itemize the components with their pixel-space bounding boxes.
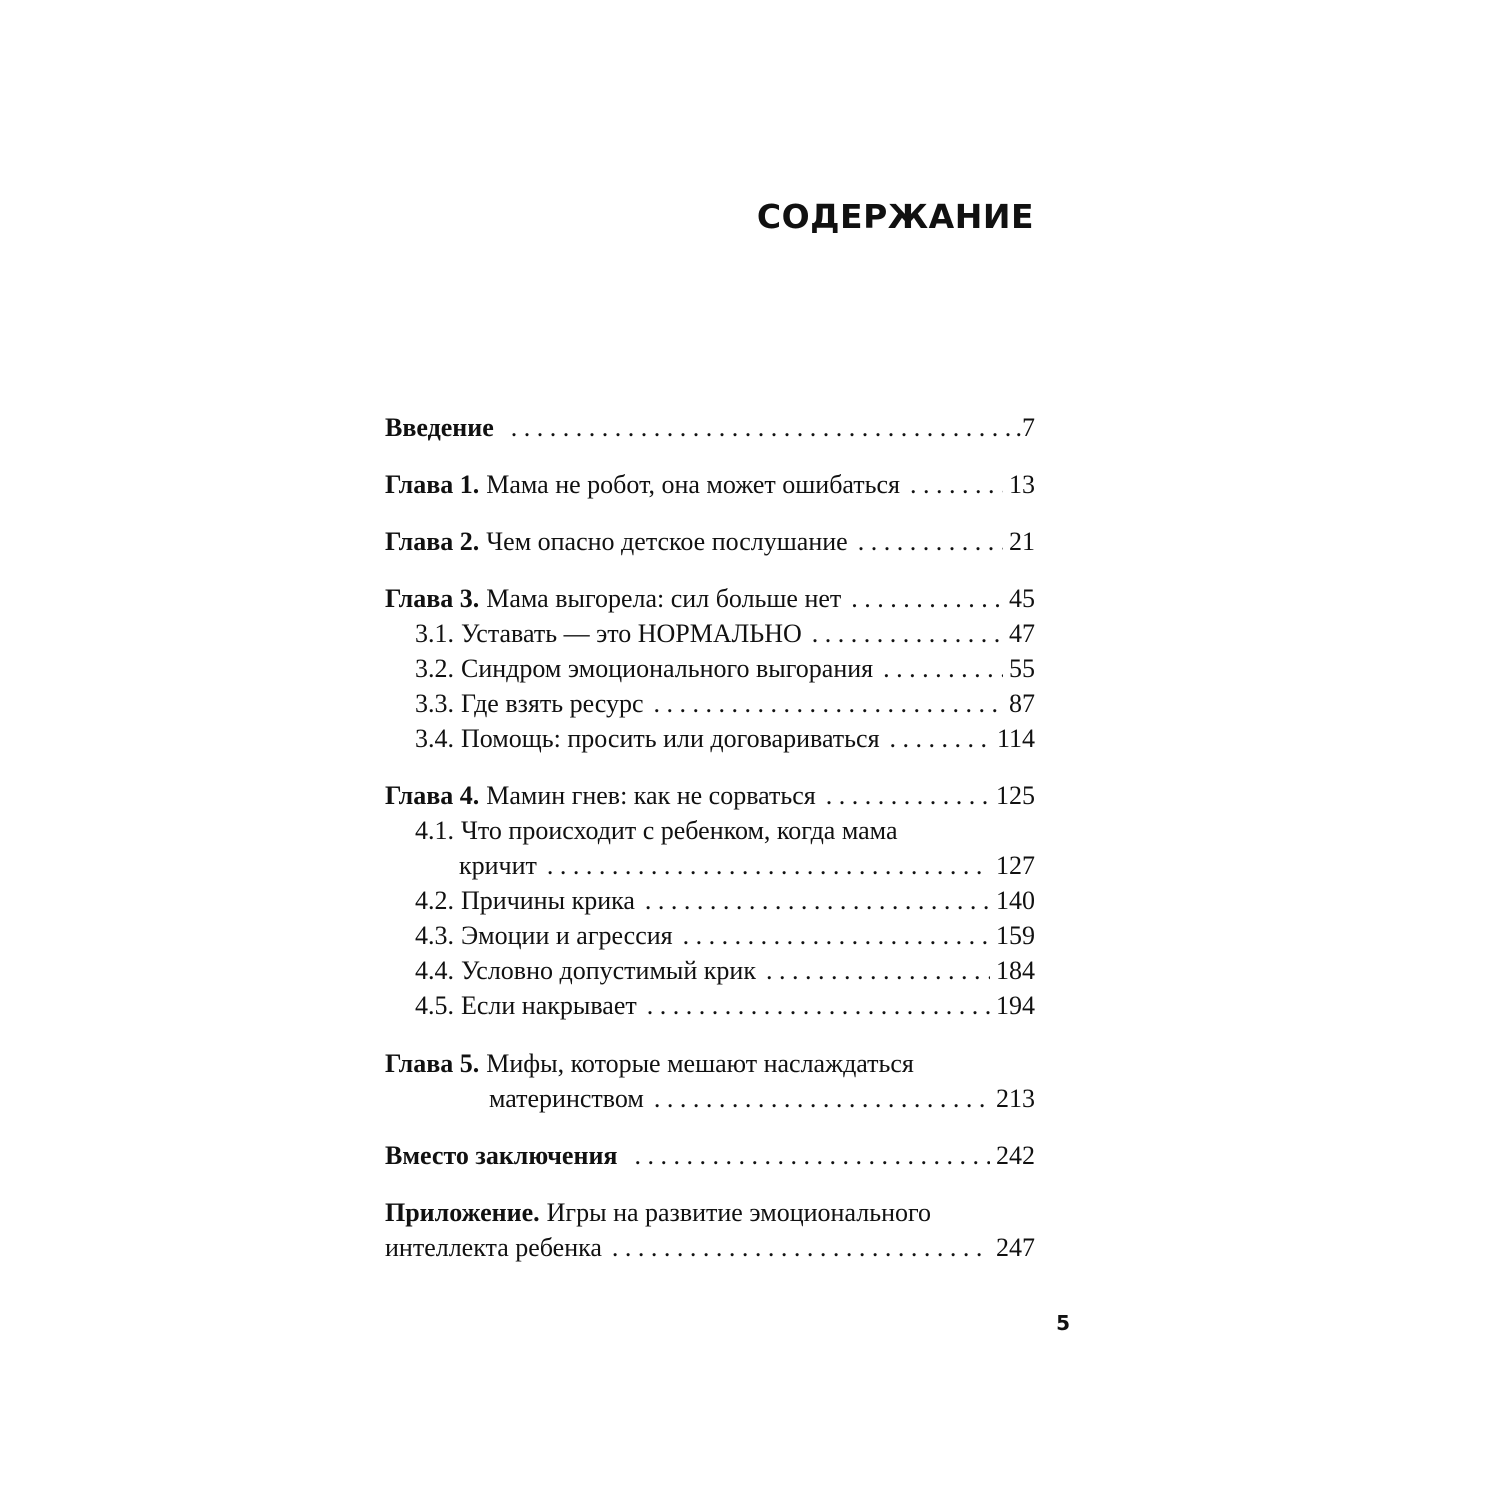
toc-page-number: 140 [996,886,1035,915]
dot-leader [612,1230,990,1265]
appendix-prefix: Приложение. [385,1198,540,1227]
dot-leader [683,918,990,953]
toc-entry-appendix[interactable] [385,1195,1035,1230]
dot-leader [654,686,1004,721]
chapter-prefix: Глава 2. [385,527,480,556]
toc-entry-section-4-1-continued[interactable] [385,848,1035,883]
page-title: СОДЕРЖАНИЕ [756,197,1034,236]
section-number: 3.4. [415,724,454,753]
toc-entry-chapter-5-continued[interactable] [385,1081,1035,1116]
toc-entry-label: Где взять ресурс [461,689,644,718]
toc-entry-label: Чем опасно детское послушание [486,527,848,556]
section-number: 4.1. [415,816,454,845]
toc-page-number: 159 [996,921,1035,950]
toc-entry-chapter-1[interactable] [385,467,1035,502]
section-number: 4.4. [415,956,454,985]
toc-page-number: 184 [996,956,1035,985]
section-number: 3.2. [415,654,454,683]
toc-entry-label: Мама не робот, она может ошибаться [486,470,901,499]
dot-leader [890,721,991,756]
toc-entry-label: Игры на развитие эмоционального [546,1198,931,1227]
toc-entry-label: Мама выгорела: сил больше нет [486,584,842,613]
toc-entry-label-continued: материнством [489,1084,644,1113]
dot-leader [851,581,1003,616]
dot-leader [883,651,1003,686]
dot-leader [647,988,990,1023]
toc-entry-chapter-4[interactable] [385,778,1035,813]
dot-leader [511,410,1010,445]
toc-entry-appendix-continued[interactable] [385,1230,1035,1265]
toc-page-number: 55 [1009,654,1035,683]
toc-entry-label: Что происходит с ребенком, когда мама [461,816,898,845]
dot-leader [635,1138,990,1173]
dot-leader [654,1081,990,1116]
toc-page-number: 21 [1009,527,1035,556]
page-number: 5 [1056,1311,1070,1335]
toc-entry-section-4-4[interactable] [385,953,1035,988]
toc-entry-conclusion[interactable] [385,1138,1035,1173]
toc-entry-label: Помощь: просить или договариваться [461,724,880,753]
toc-page-number: 194 [996,991,1035,1020]
toc-page-number: 213 [996,1084,1035,1113]
dot-leader [766,953,990,988]
dot-leader [910,467,1003,502]
toc-entry-section-3-3[interactable] [385,686,1035,721]
toc-page-number: 127 [996,851,1035,880]
toc-entry-chapter-2[interactable] [385,524,1035,559]
dot-leader [645,883,990,918]
toc-entry-section-4-1[interactable] [385,813,1035,848]
toc-page-number: 87 [1009,689,1035,718]
toc-entry-label: Причины крика [461,886,635,915]
toc-entry-label: Вместо заключения [385,1141,618,1170]
toc-entry-section-4-5[interactable] [385,988,1035,1023]
toc-entry-label: Мифы, которые мешают наслаждаться [486,1049,914,1078]
toc-page-number: 247 [996,1233,1035,1262]
chapter-prefix: Глава 4. [385,781,480,810]
toc-entry-label-continued: кричит [459,851,537,880]
toc-entry-section-3-2[interactable] [385,651,1035,686]
toc-entry-section-4-3[interactable] [385,918,1035,953]
toc-page-number: 45 [1009,584,1035,613]
section-number: 3.1. [415,619,454,648]
toc-page-number: 114 [996,724,1035,753]
toc-entry-label: Введение [385,413,494,442]
toc-entry-label: Условно допустимый крик [461,956,756,985]
toc-entry-section-4-2[interactable] [385,883,1035,918]
chapter-prefix: Глава 3. [385,584,480,613]
toc-entry-label: Уставать — это НОРМАЛЬНО [461,619,802,648]
section-number: 4.2. [415,886,454,915]
toc-page-number: 13 [1009,470,1035,499]
toc-entry-section-3-4[interactable] [385,721,1035,756]
dot-leader [547,848,990,883]
dot-leader [812,616,1003,651]
section-number: 4.5. [415,991,454,1020]
toc-page-number: .7 [1015,413,1035,442]
section-number: 4.3. [415,921,454,950]
toc-entry-label: Синдром эмоционального выгорания [461,654,874,683]
toc-entry-introduction[interactable] [385,410,1035,445]
toc-entry-label: Если накрывает [461,991,637,1020]
dot-leader [826,778,990,813]
chapter-prefix: Глава 5. [385,1049,480,1078]
toc-entry-label: Мамин гнев: как не сорваться [486,781,816,810]
toc-entry-label-continued: интеллекта ребенка [385,1233,602,1262]
toc-entry-label: Эмоции и агрессия [461,921,673,950]
toc-entry-chapter-5[interactable] [385,1046,1035,1081]
toc-entry-section-3-1[interactable] [385,616,1035,651]
dot-leader [858,524,1003,559]
toc-page-number: 242 [996,1141,1035,1170]
toc-page-number: 47 [1009,619,1035,648]
section-number: 3.3. [415,689,454,718]
chapter-prefix: Глава 1. [385,470,480,499]
toc-page-number: 125 [996,781,1035,810]
toc-entry-chapter-3[interactable] [385,581,1035,616]
